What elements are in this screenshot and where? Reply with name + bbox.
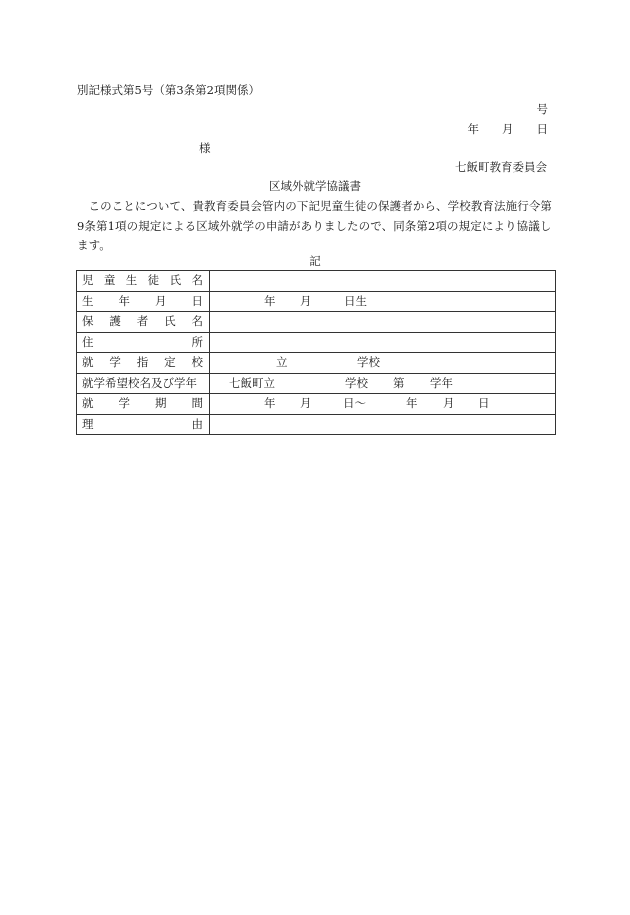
label-student-name [77,271,210,292]
table-row-desired-school [77,373,556,394]
label-char: 名 [191,273,203,287]
value-student-name[interactable] [210,271,556,292]
label-char: 住 [82,334,94,349]
table-row-guardian-name [77,312,556,333]
label-char: 就 [82,355,94,369]
label-char: 理 [82,416,94,431]
value-address[interactable] [210,332,556,353]
document-title: 区域外就学協議書 [269,179,361,193]
label-char: 生 [125,273,138,287]
table-row-address [77,332,556,353]
body-text: このことについて、貴教育委員会管内の下記児童生徒の保護者から、学校教育法施行令第9条第1項の規定による区域外就学の申請がありましたので、同条第2項の規定により協議します。 [77,199,553,252]
day-born-unit: 日生 [344,293,367,308]
value-guardian-name[interactable] [210,312,556,333]
label-char: 期 [155,396,167,410]
label-char: 由 [191,416,203,431]
label-char: 保 [82,314,94,328]
label-char: 学 [109,355,121,369]
label-char: 者 [136,314,149,328]
label-char: 定 [164,355,176,369]
label-desired-school [77,373,210,394]
label-char: 氏 [169,273,182,287]
form-label: 別記様式第5号（第3条第2項関係） [77,83,260,97]
document-date-label: 年 月 日 [467,122,548,136]
label-char: 護 [109,314,121,328]
label-reason [77,414,210,435]
value-birthdate[interactable] [210,291,556,312]
label-char: 所 [191,334,203,349]
label-char: 生 [82,293,94,308]
table-row-birthdate [77,291,556,312]
end-day-unit: 日 [478,396,490,410]
label-char: 校 [191,355,203,369]
label-designated-school [77,353,210,374]
school-unit: 学校 [345,375,368,390]
municipal-unit: 立 [276,355,288,369]
label-char: 指 [136,355,149,369]
start-day-unit: 日～ [343,396,366,410]
detail-table [76,270,556,435]
end-month-unit: 月 [443,396,455,410]
label-char: 徒 [147,273,160,287]
label-char: 間 [191,396,203,410]
label-guardian-name [77,312,210,333]
table-row-reason [77,414,556,435]
label-char: 就 [82,396,94,410]
value-designated-school[interactable] [210,353,556,374]
table-row-enrollment-period [77,394,556,415]
label-text: 就学希望校名及び学年 [82,375,197,390]
label-enrollment-period [77,394,210,415]
label-char: 月 [155,293,167,308]
school-unit: 学校 [357,355,380,369]
ki-label: 記 [309,254,321,268]
label-char: 氏 [164,314,176,328]
label-birthdate [77,291,210,312]
label-char: 児 [82,273,94,287]
nanae-town-unit: 七飯町立 [229,375,275,390]
issuer-name: 七飯町教育委員会 [455,160,547,174]
grade-unit: 学年 [430,375,453,390]
table-row-student-name [77,271,556,292]
label-address [77,332,210,353]
start-year-unit: 年 [264,396,276,410]
end-year-unit: 年 [406,396,418,410]
label-char: 名 [191,314,203,328]
year-unit: 年 [264,293,276,308]
document-number-label: 号 [536,102,548,116]
label-char: 日 [191,293,203,308]
month-unit: 月 [300,293,312,308]
value-enrollment-period[interactable] [210,394,556,415]
label-char: 童 [103,273,116,287]
value-reason[interactable] [210,414,556,435]
grade-prefix: 第 [393,375,405,390]
label-char: 学 [118,396,130,410]
start-month-unit: 月 [300,396,312,410]
label-char: 年 [118,293,130,308]
value-desired-school[interactable] [210,373,556,394]
recipient-suffix: 様 [199,141,211,155]
table-row-designated-school [77,353,556,374]
